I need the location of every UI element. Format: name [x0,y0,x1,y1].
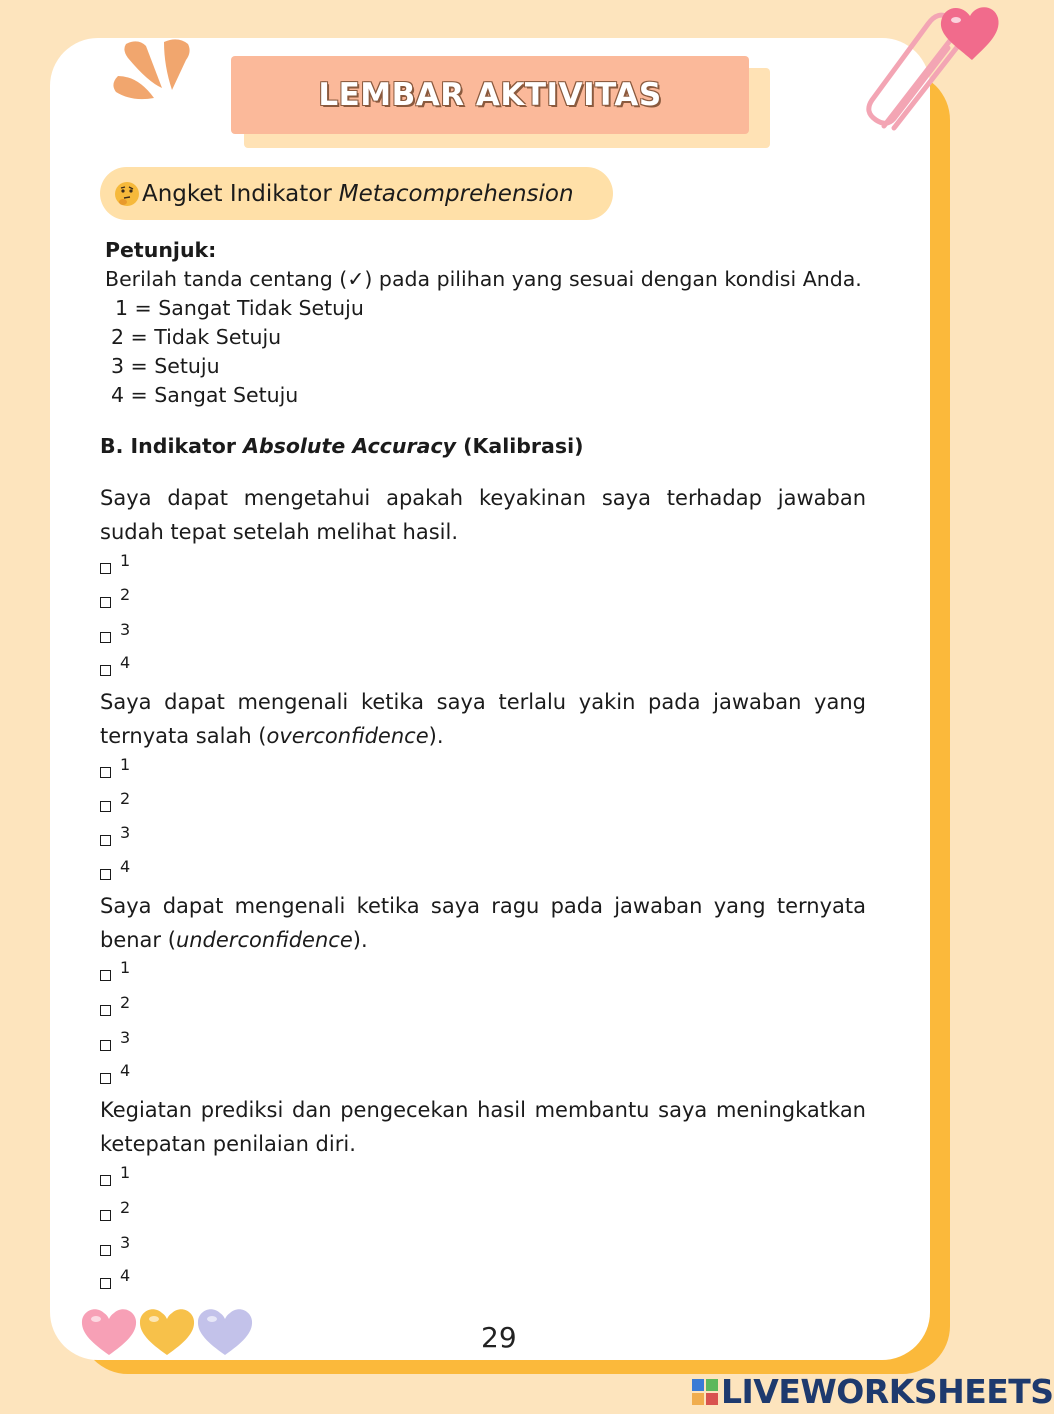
subtitle-pill [100,167,613,220]
question-4: Kegiatan prediksi dan pengecekan hasil membantu saya meningkatkan ketepatan penilaian diri. [100,1098,866,1156]
section-italic: Absolute Accuracy [243,434,456,458]
title-banner [231,56,749,134]
option-checkbox[interactable] [100,653,131,677]
option-checkbox[interactable] [100,1233,131,1257]
checkbox-icon[interactable] [100,767,111,778]
checkbox-icon[interactable] [100,665,111,676]
question-3 [100,889,866,957]
option-checkbox[interactable] [100,1266,131,1290]
option-label: 4 [120,857,131,876]
scale-item: 4 = Sangat Setuju [111,383,299,407]
checkbox-icon[interactable] [100,563,111,574]
option-checkbox[interactable] [100,620,131,644]
option-label: 4 [120,653,131,672]
question-term: underconfidence [175,928,353,952]
section-suffix: (Kalibrasi) [463,434,584,458]
instructions-heading: Petunjuk: [105,238,217,262]
subtitle-prefix: Angket Indikator [142,180,332,207]
paperclip-heart-icon [864,0,1000,136]
option-label: 1 [120,755,131,774]
option-checkbox[interactable] [100,993,131,1017]
checkbox-icon[interactable] [100,632,111,643]
scale-item: 1 = Sangat Tidak Setuju [115,296,364,320]
option-label: 2 [120,1198,131,1217]
instructions-text: Berilah tanda centang (✓) pada pilihan yang sesuai dengan kondisi Anda. [105,267,862,291]
option-checkbox[interactable] [100,1061,131,1085]
checkbox-icon[interactable] [100,1005,111,1016]
checkbox-icon[interactable] [100,801,111,812]
question-term: overconfidence [266,724,429,748]
question-2 [100,685,866,753]
checkbox-icon[interactable] [100,1040,111,1051]
instructions [105,236,862,410]
scale-item: 3 = Setuju [111,354,220,378]
option-label: 1 [120,1163,131,1182]
option-label: 2 [120,993,131,1012]
page-number: 29 [481,1321,517,1354]
checkbox-icon[interactable] [100,869,111,880]
checkbox-icon[interactable] [100,835,111,846]
checkbox-icon[interactable] [100,1245,111,1256]
option-checkbox[interactable] [100,857,131,881]
option-label: 1 [120,551,131,570]
option-checkbox[interactable] [100,755,131,779]
option-checkbox[interactable] [100,958,131,982]
option-label: 3 [120,620,131,639]
option-label: 2 [120,585,131,604]
question-1: Saya dapat mengetahui apakah keyakinan saya terhadap jawaban sudah tepat setelah melihat hasil. [100,486,866,544]
option-label: 3 [120,823,131,842]
option-label: 2 [120,789,131,808]
option-label: 4 [120,1061,131,1080]
burst-decoration-icon [108,36,194,104]
option-label: 3 [120,1028,131,1047]
option-checkbox[interactable] [100,823,131,847]
brand-logo[interactable] [692,1372,1054,1411]
subtitle-italic: Metacomprehension [338,180,574,207]
liveworksheets-logo-icon [692,1379,718,1405]
checkbox-icon[interactable] [100,597,111,608]
hearts-decoration-icon [80,1305,256,1357]
section-prefix: B. Indikator [100,434,236,458]
option-label: 1 [120,958,131,977]
option-label: 3 [120,1233,131,1252]
thinking-face-icon [114,181,140,207]
option-checkbox[interactable] [100,551,131,575]
brand-name: LIVEWORKSHEETS [721,1372,1054,1411]
option-checkbox[interactable] [100,585,131,609]
section-heading [100,434,583,458]
question-text-end: ). [428,724,444,748]
option-checkbox[interactable] [100,1163,131,1187]
checkbox-icon[interactable] [100,1210,111,1221]
option-label: 4 [120,1266,131,1285]
option-checkbox[interactable] [100,1028,131,1052]
checkbox-icon[interactable] [100,1073,111,1084]
scale-item: 2 = Tidak Setuju [111,325,282,349]
question-text-end: ). [352,928,368,952]
checkbox-icon[interactable] [100,1278,111,1289]
option-checkbox[interactable] [100,1198,131,1222]
option-checkbox[interactable] [100,789,131,813]
question-text: Saya dapat mengenali ketika saya ragu pada jawaban yang ternyata benar ( [100,894,866,952]
checkbox-icon[interactable] [100,970,111,981]
question-text: Saya dapat mengenali ketika saya terlalu yakin pada jawaban yang ternyata salah ( [100,690,866,748]
checkbox-icon[interactable] [100,1175,111,1186]
page-title: LEMBAR AKTIVITAS [318,77,662,113]
